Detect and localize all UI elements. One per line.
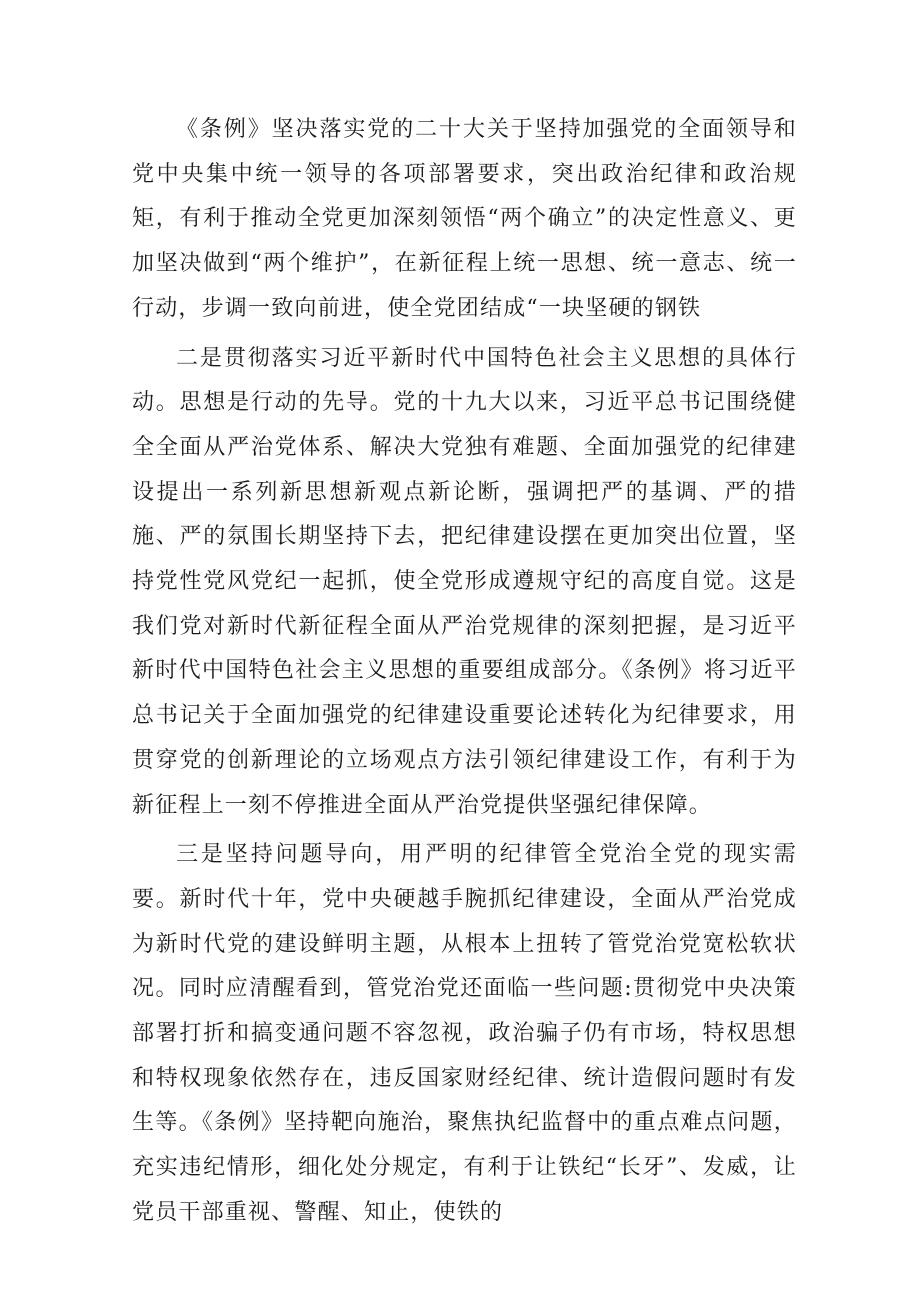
paragraph-1: 《条例》坚决落实党的二十大关于坚持加强党的全面领导和党中央集中统一领导的各项部署要求，突出政治纪律和政治规矩，有利于推动全党更加深刻领悟“两个确立”的决定性意义、更加坚决做到“两个维护”，在新征程上统一思想、统一意志、统一行动，步调一致向前进，使全党团结成“一块坚硬的钢铁 — [132, 117, 797, 321]
paragraph-2: 二是贯彻落实习近平新时代中国特色社会主义思想的具体行动。思想是行动的先导。党的十九大以来，习近平总书记围绕健全全面从严治党体系、解决大党独有难题、全面加强党的纪律建设提出一系列新思想新观点新论断，强调把严的基调、严的措施、严的氛围长期坚持下去，把纪律建设摆在更加突出位置，坚持党性党风党纪一起抓，使全党形成遵规守纪的高度自觉。这是我们党对新时代新征程全面从严治党规律的深刻把握，是习近平新时代中国特色社会主义思想的重要组成部分。《条例》将习近平总书记关于全面加强党的纪律建设重要论述转化为纪律要求，用贯穿党的创新理论的立场观点方法引领纪律建设工作，有利于为新征程上一刻不停推进全面从严治党提供坚强纪律保障。 — [132, 345, 797, 818]
document-body — [132, 108, 797, 1236]
paragraph-3: 三是坚持问题导向，用严明的纪律管全党治全党的现实需要。新时代十年，党中央硬越手腕抓纪律建设，全面从严治党成为新时代党的建设鲜明主题，从根本上扭转了管党治党宽松软状况。同时应清醒看到，管党治党还面临一些问题:贯彻党中央决策部署打折和搞变通问题不容忽视，政治骗子仍有市场，特权思想和特权现象依然存在，违反国家财经纪律、统计造假问题时有发生等。《条例》坚持靶向施治，聚焦执纪监督中的重点难点问题，充实违纪情形，细化处分规定，有利于让铁纪“长牙”、发威，让党员干部重视、警醒、知止，使铁的 — [132, 842, 797, 1225]
